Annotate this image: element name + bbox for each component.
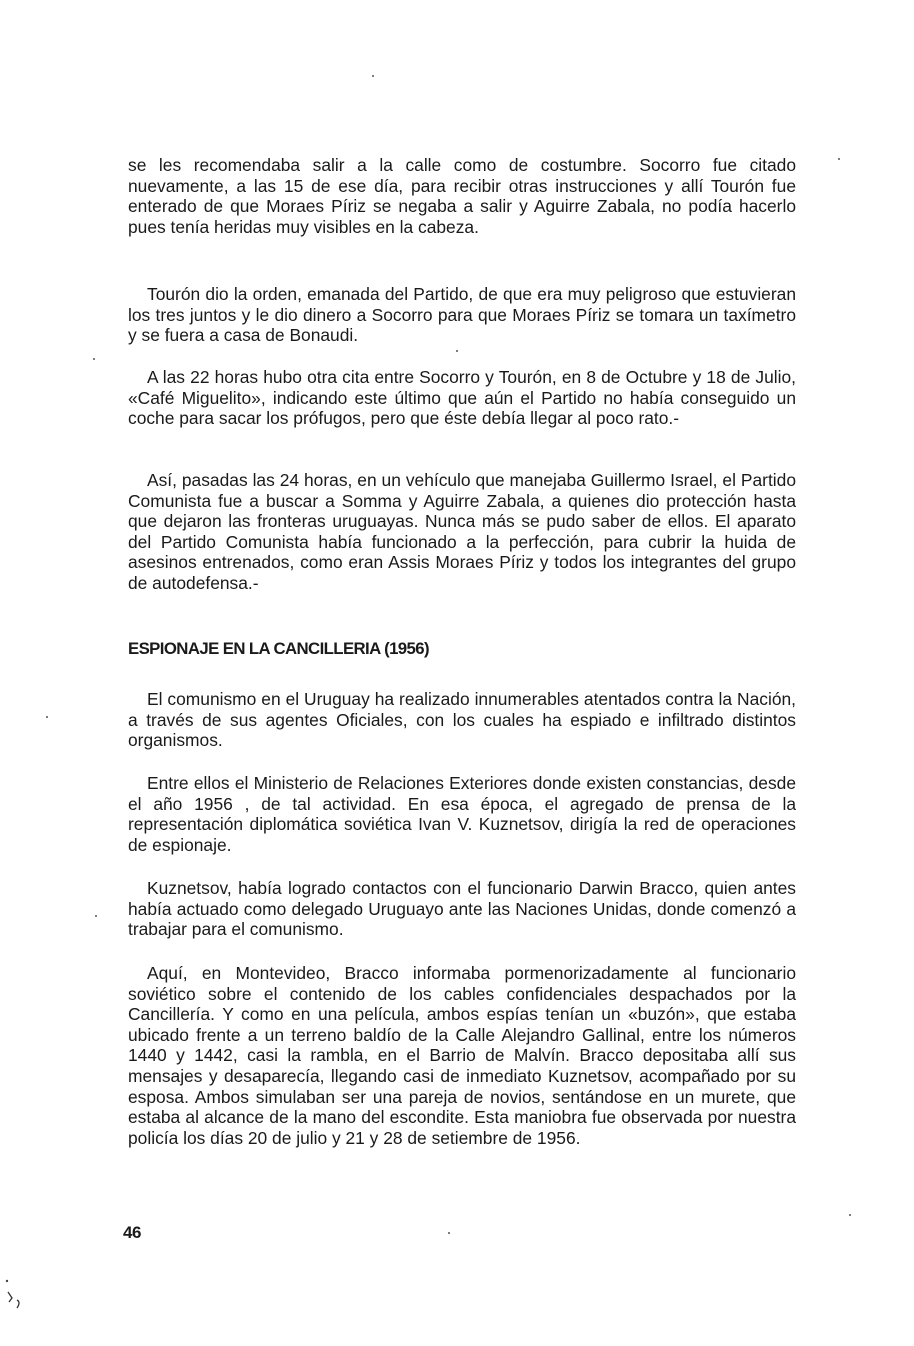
scan-speck [46, 716, 48, 718]
scan-speck [95, 915, 97, 917]
paragraph-4-block [128, 470, 796, 594]
paragraph-7-block [128, 878, 796, 940]
scan-artifact-mark [3, 1278, 29, 1322]
scan-speck [456, 350, 458, 352]
scan-speck [838, 158, 840, 160]
paragraph-3: A las 22 horas hubo otra cita entre Socorro y Tourón, en 8 de Octubre y 18 de Julio, «Café Miguelito», indicando este último que aún el Partido no había conseguido un coche para sacar los prófugos, pero que éste debía llegar al poco rato.- [128, 367, 796, 429]
scan-speck [849, 1214, 851, 1216]
scan-speck [448, 1232, 450, 1234]
paragraph-5: El comunismo en el Uruguay ha realizado innumerables atentados contra la Nación, a través de sus agentes Oficiales, con los cuales ha espiado e infiltrado distintos organismos. [128, 689, 796, 751]
paragraph-2-block [128, 284, 796, 346]
scan-speck [372, 75, 374, 77]
section-heading-block [128, 639, 796, 659]
paragraph-1-block [128, 155, 796, 237]
paragraph-7: Kuznetsov, había logrado contactos con el funcionario Darwin Bracco, quien antes había actuado como delegado Uruguayo ante las Naciones Unidas, donde comenzó a trabajar para el comunismo. [128, 878, 796, 940]
paragraph-1: se les recomendaba salir a la calle como de costumbre. Socorro fue citado nuevamente, a las 15 de ese día, para recibir otras instrucciones y allí Tourón fue enterado de que Moraes Píriz se negaba a salir y Aguirre Zabala, no podía hacerlo pues tenía heridas muy visibles en la cabeza. [128, 155, 796, 237]
paragraph-8: Aquí, en Montevideo, Bracco informaba pormenorizadamente al funcionario soviético sobre el contenido de los cables confidenciales despachados por la Cancillería. Y como en una película, ambos espías tenían un «buzón», que estaba ubicado frente a un terreno baldío de la Calle Alejandro Gallinal, entre los números 1440 y 1442, casi la rambla, en el Barrio de Malvín. Bracco depositaba allí sus mensajes y desaparecía, llegando casi de inmediato Kuznetsov, acompañado por su esposa. Ambos simulaban ser una pareja de novios, sentándose en un murete, que estaba al alcance de la mano del escondite. Esta maniobra fue observada por nuestra policía los días 20 de julio y 21 y 28 de setiembre de 1956. [128, 963, 796, 1148]
paragraph-8-block [128, 963, 796, 1148]
scan-speck [93, 358, 95, 360]
paragraph-2: Tourón dio la orden, emanada del Partido, de que era muy peligroso que estuvieran los tres juntos y le dio dinero a Socorro para que Moraes Píriz se tomara un taxímetro y se fuera a casa de Bonaudi. [128, 284, 796, 346]
page-number: 46 [123, 1223, 141, 1242]
paragraph-4: Así, pasadas las 24 horas, en un vehículo que manejaba Guillermo Israel, el Partido Comunista fue a buscar a Somma y Aguirre Zabala, a quienes dio protección hasta que dejaron las fronteras uruguayas. Nunca más se pudo saber de ellos. El aparato del Partido Comunista había funcionado a la perfección, para cubrir la huida de asesinos entrenados, como eran Assis Moraes Píriz y todos los integrantes del grupo de autodefensa.- [128, 470, 796, 593]
paragraph-6: Entre ellos el Ministerio de Relaciones Exteriores donde existen constancias, desde el año 1956 , de tal actividad. En esa época, el agregado de prensa de la representación diplomática soviética Ivan V. Kuznetsov, dirigía la red de operaciones de espionaje. [128, 773, 796, 855]
paragraph-3-block [128, 367, 796, 429]
section-heading: ESPIONAJE EN LA CANCILLERIA (1956) [128, 639, 429, 658]
paragraph-5-block [128, 689, 796, 751]
paragraph-6-block [128, 773, 796, 855]
